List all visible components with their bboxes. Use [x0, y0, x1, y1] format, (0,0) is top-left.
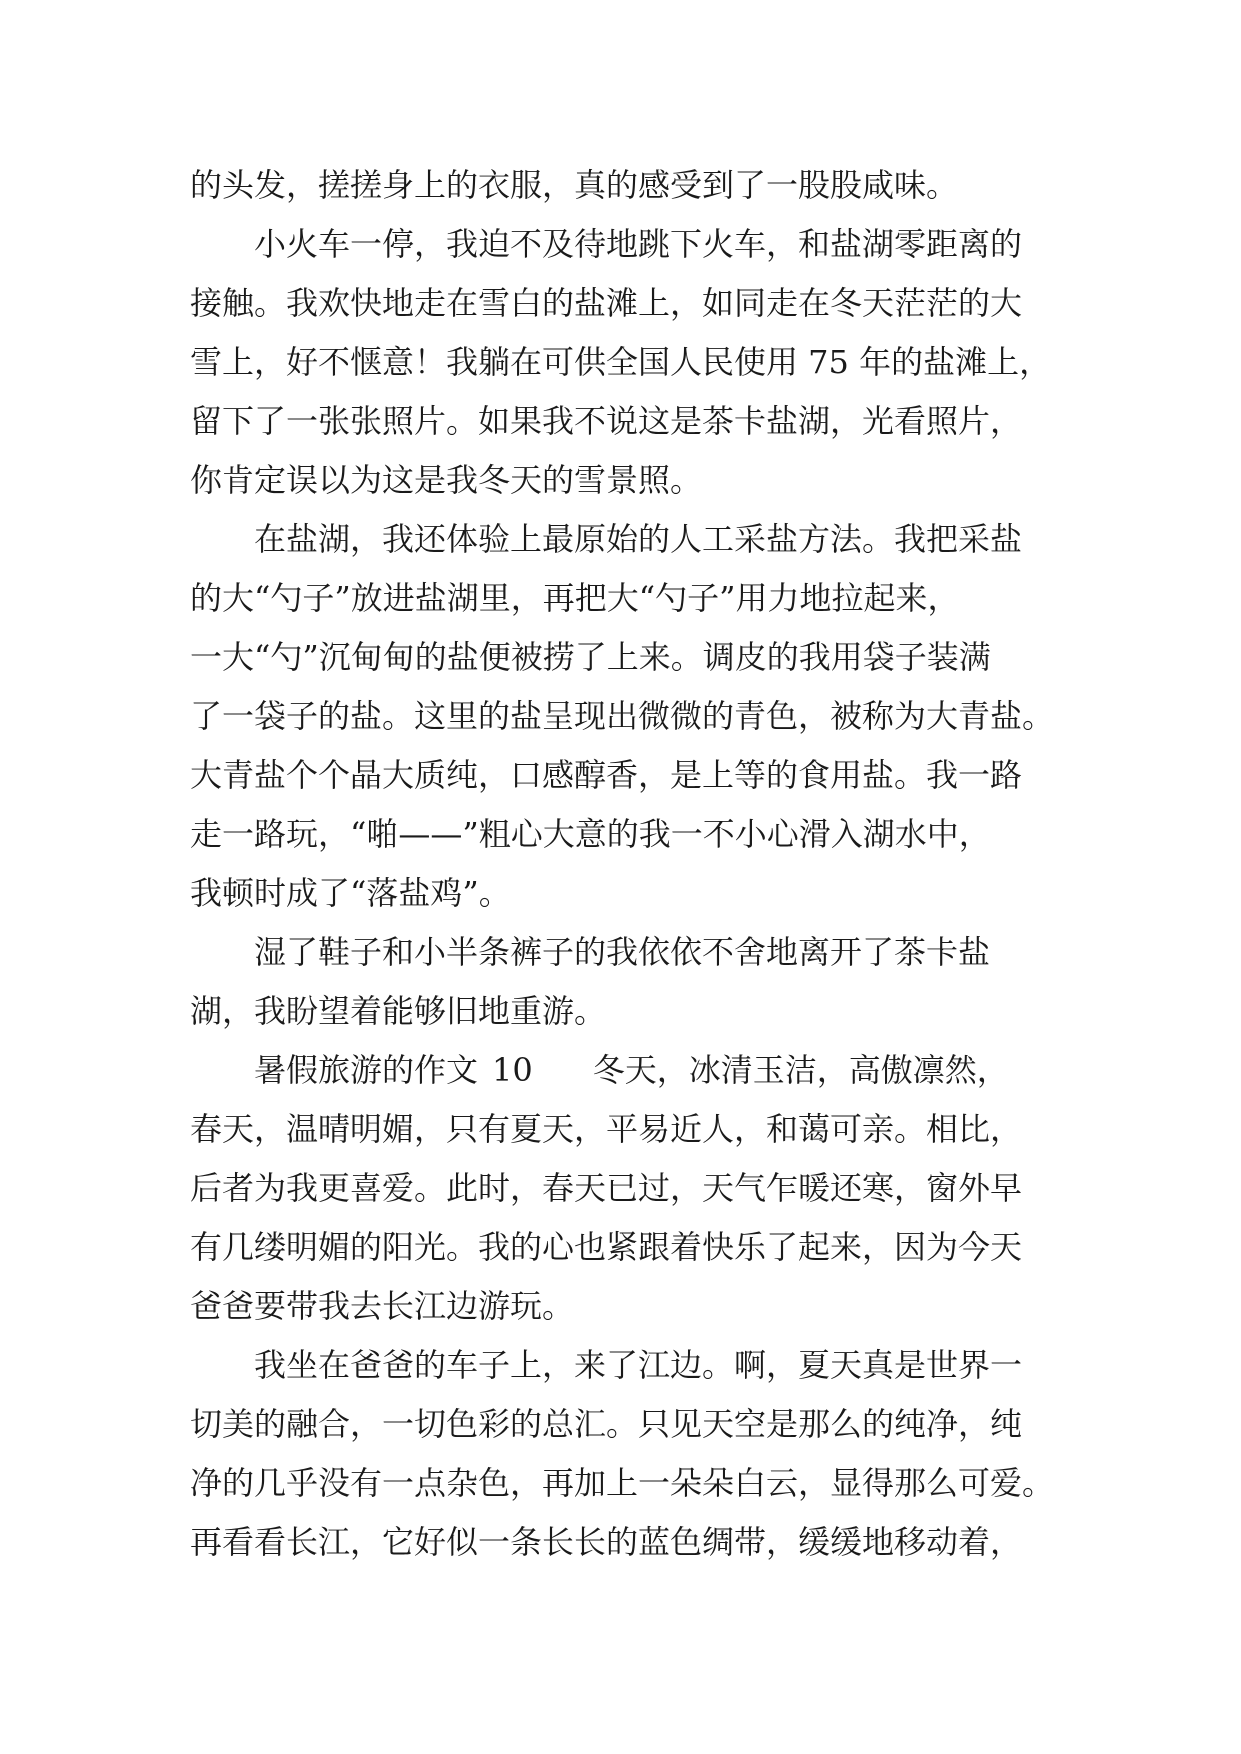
- essay-heading-line: [190, 1041, 1060, 1100]
- text-line: 你肯定误以为这是我冬天的雪景照。: [190, 461, 703, 499]
- text-line: 的头发，搓搓身上的衣服，真的感受到了一股股咸味。: [190, 166, 959, 204]
- text-line: 接触。我欢快地走在雪白的盐滩上，如同走在冬天茫茫的大: [190, 284, 1023, 322]
- text-line: 我顿时成了“落盐鸡”。: [190, 874, 511, 912]
- text-line: 春天，温晴明媚，只有夏天，平易近人，和蔼可亲。相比，: [190, 1110, 1023, 1148]
- paragraph-start: 我坐在爸爸的车子上，来了江边。啊，夏天真是世界一: [254, 1346, 1023, 1384]
- text-line: 湖，我盼望着能够旧地重游。: [190, 992, 607, 1030]
- text-line: 有几缕明媚的阳光。我的心也紧跟着快乐了起来，因为今天: [190, 1228, 1023, 1266]
- text-line: 留下了一张张照片。如果我不说这是茶卡盐湖，光看照片，: [190, 402, 1023, 440]
- text-line: 净的几乎没有一点杂色，再加上一朵朵白云，显得那么可爱。: [190, 1464, 1055, 1502]
- text-line: 了一袋子的盐。这里的盐呈现出微微的青色，被称为大青盐。: [190, 697, 1055, 735]
- essay-first-sentence: 冬天，冰清玉洁，高傲凛然，: [592, 1051, 1009, 1089]
- essay-number: 10: [492, 1051, 533, 1089]
- text-line: 切美的融合，一切色彩的总汇。只见天空是那么的纯净，纯: [190, 1405, 1023, 1443]
- text-line: 走一路玩，“啪——”粗心大意的我一不小心滑入湖水中，: [190, 815, 991, 853]
- paragraph-start: 湿了鞋子和小半条裤子的我依依不舍地离开了茶卡盐: [254, 933, 991, 971]
- paragraph-start: 在盐湖，我还体验上最原始的人工采盐方法。我把采盐: [254, 520, 1023, 558]
- paragraph-start: 小火车一停，我迫不及待地跳下火车，和盐湖零距离的: [254, 225, 1023, 263]
- text-line: 后者为我更喜爱。此时，春天已过，天气乍暖还寒，窗外早: [190, 1169, 1023, 1207]
- text-line: 再看看长江，它好似一条长长的蓝色绸带，缓缓地移动着，: [190, 1523, 1023, 1561]
- text-line: 的大“勺子”放进盐湖里，再把大“勺子”用力地拉起来，: [190, 579, 960, 617]
- essay-title: 暑假旅游的作文: [254, 1051, 479, 1089]
- text-line: 一大“勺”沉甸甸的盐便被捞了上来。调皮的我用袋子装满: [190, 638, 991, 676]
- text-line: 雪上，好不惬意！我躺在可供全国人民使用 75 年的盐滩上，: [190, 343, 1052, 381]
- text-line: 爸爸要带我去长江边游玩。: [190, 1287, 575, 1325]
- document-body: [190, 156, 1060, 1572]
- text-line: 大青盐个个晶大质纯，口感醇香，是上等的食用盐。我一路: [190, 756, 1023, 794]
